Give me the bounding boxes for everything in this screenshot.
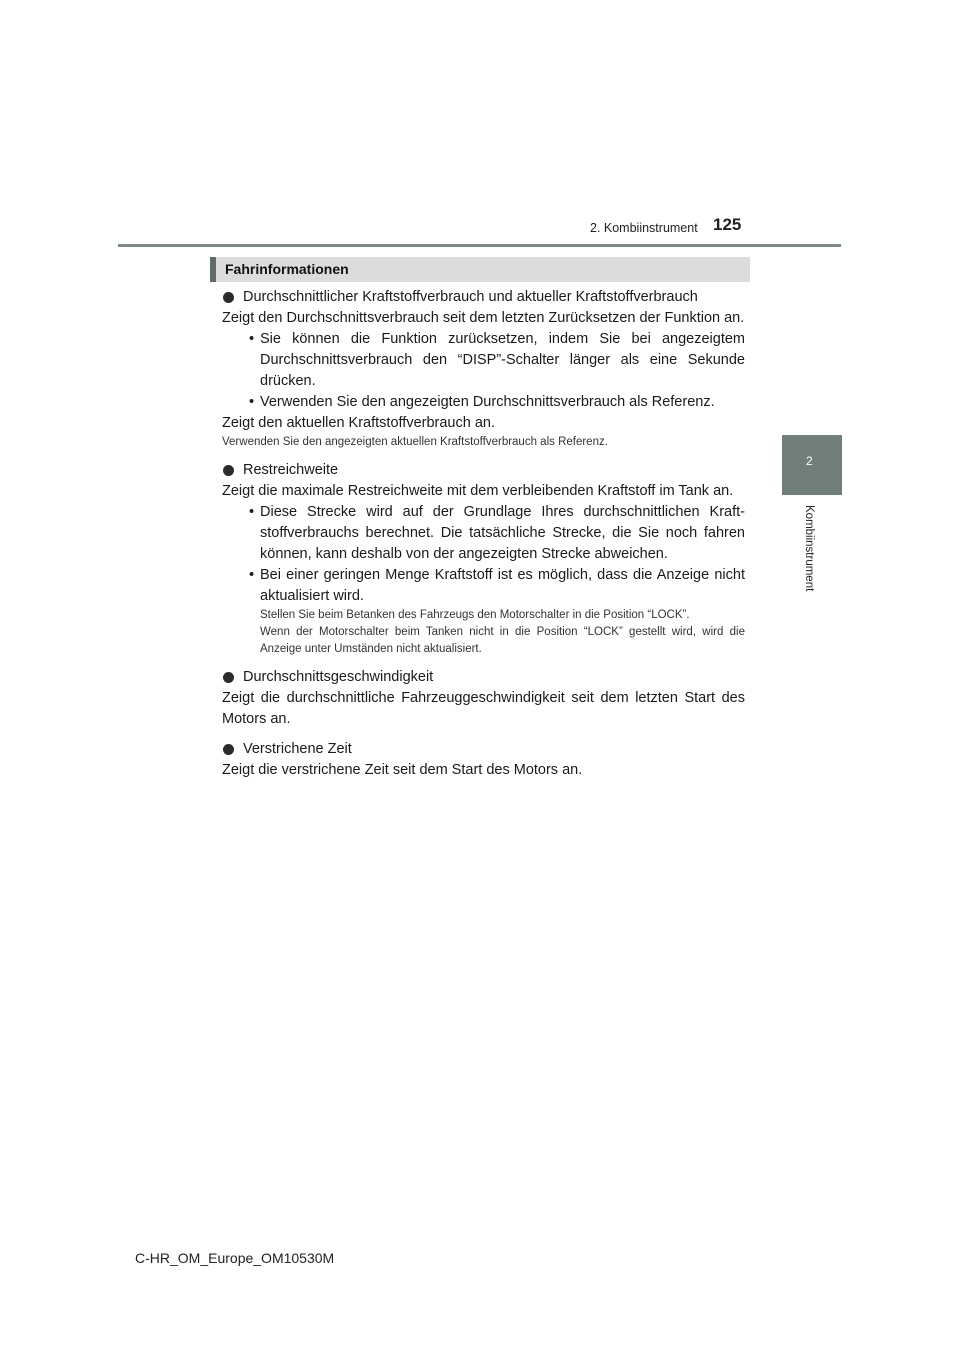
- sub-bullet-text: Bei einer geringen Menge Kraftstoff ist es möglich, dass die Anzeige nicht aktualisiert wird.: [260, 567, 745, 604]
- sub-bullet-text: Verwenden Sie den angezeigten Durchschnittsverbrauch als Referenz.: [260, 394, 715, 410]
- bullet-icon: [223, 744, 234, 755]
- item-description: Zeigt den aktuellen Kraftstoffverbrauch an.: [222, 415, 495, 431]
- list-item: [222, 287, 745, 308]
- chapter-tab-number: 2: [806, 454, 813, 468]
- sub-bullet: • Verwenden Sie den angezeigten Durchschnittsverbrauch als Referenz.: [249, 394, 715, 410]
- sub-bullet-text: Sie können die Funktion zurücksetzen, indem Sie bei angezeigtem Durchschnittsverbrauch den “DISP”-Schalter länger als eine Sekunde drücken.: [260, 331, 745, 389]
- header-rule: [118, 244, 841, 247]
- item-title: Durchschnittlicher Kraftstoffverbrauch und aktueller Kraftstoffverbrauch: [243, 289, 698, 305]
- item-description: Zeigt den Durchschnittsverbrauch seit dem letzten Zurücksetzen der Funktion an.: [222, 310, 745, 326]
- list-item: [222, 667, 745, 688]
- item-description: Zeigt die maximale Restreichweite mit dem verbleibenden Kraftstoff im Tank an.: [222, 483, 734, 499]
- content: [222, 287, 745, 781]
- chapter-title: 2. Kombiinstrument: [590, 221, 698, 235]
- document-code: C-HR_OM_Europe_OM10530M: [135, 1250, 335, 1266]
- bullet-icon: [223, 672, 234, 683]
- note: Stellen Sie beim Betanken des Fahrzeugs den Motorschalter in die Position “LOCK”.: [260, 609, 690, 621]
- chapter-tab-label: Kombiinstrument: [803, 505, 815, 592]
- item-title: Durchschnittsgeschwindigkeit: [243, 669, 434, 685]
- list-item: [222, 460, 745, 481]
- sub-bullet: • Bei einer geringen Menge Kraftstoff ist es möglich, dass die Anzeige nicht aktualisiert wird.: [249, 567, 745, 604]
- section-marker: [210, 257, 216, 282]
- bullet-icon: [223, 292, 234, 303]
- bullet-icon: [223, 465, 234, 476]
- page-number: 125: [713, 215, 742, 234]
- item-description: Zeigt die verstrichene Zeit seit dem Start des Motors an.: [222, 762, 583, 778]
- note: Wenn der Motorschalter beim Tanken nicht in die Position “LOCK” gestellt wird, wird die Anzeige unter Umständen nicht aktualisiert.: [260, 626, 745, 655]
- list-item: [222, 739, 745, 760]
- sub-bullet: • Sie können die Funktion zurücksetzen, indem Sie bei angezeigtem Durchschnittsverbrauch den “DISP”-Schalter länger als eine Sekunde drücken.: [249, 331, 745, 389]
- item-description: Zeigt die durchschnittliche Fahrzeuggeschwindigkeit seit dem letzten Start des Motors an.: [222, 690, 745, 727]
- item-title: Verstrichene Zeit: [243, 741, 352, 757]
- section-header: [210, 257, 750, 282]
- sub-bullet: • Diese Strecke wird auf der Grundlage Ihres durchschnittlichen Kraftstoffverbrauchs berechnet. Die tatsächliche Strecke, die Sie noch fahren können, kann deshalb von der angezeigten Strecke abweichen.: [249, 504, 745, 562]
- note: Verwenden Sie den angezeigten aktuellen Kraftstoffverbrauch als Referenz.: [222, 436, 608, 448]
- item-title: Restreichweite: [243, 462, 339, 478]
- sub-bullet-text: Diese Strecke wird auf der Grundlage Ihres durchschnittlichen Kraftstoffverbrauchs berechnet. Die tatsächliche Strecke, die Sie noch fahren können, kann deshalb von der angezeigten Strecke abweichen.: [260, 504, 745, 562]
- section-title: Fahrinformationen: [225, 261, 349, 277]
